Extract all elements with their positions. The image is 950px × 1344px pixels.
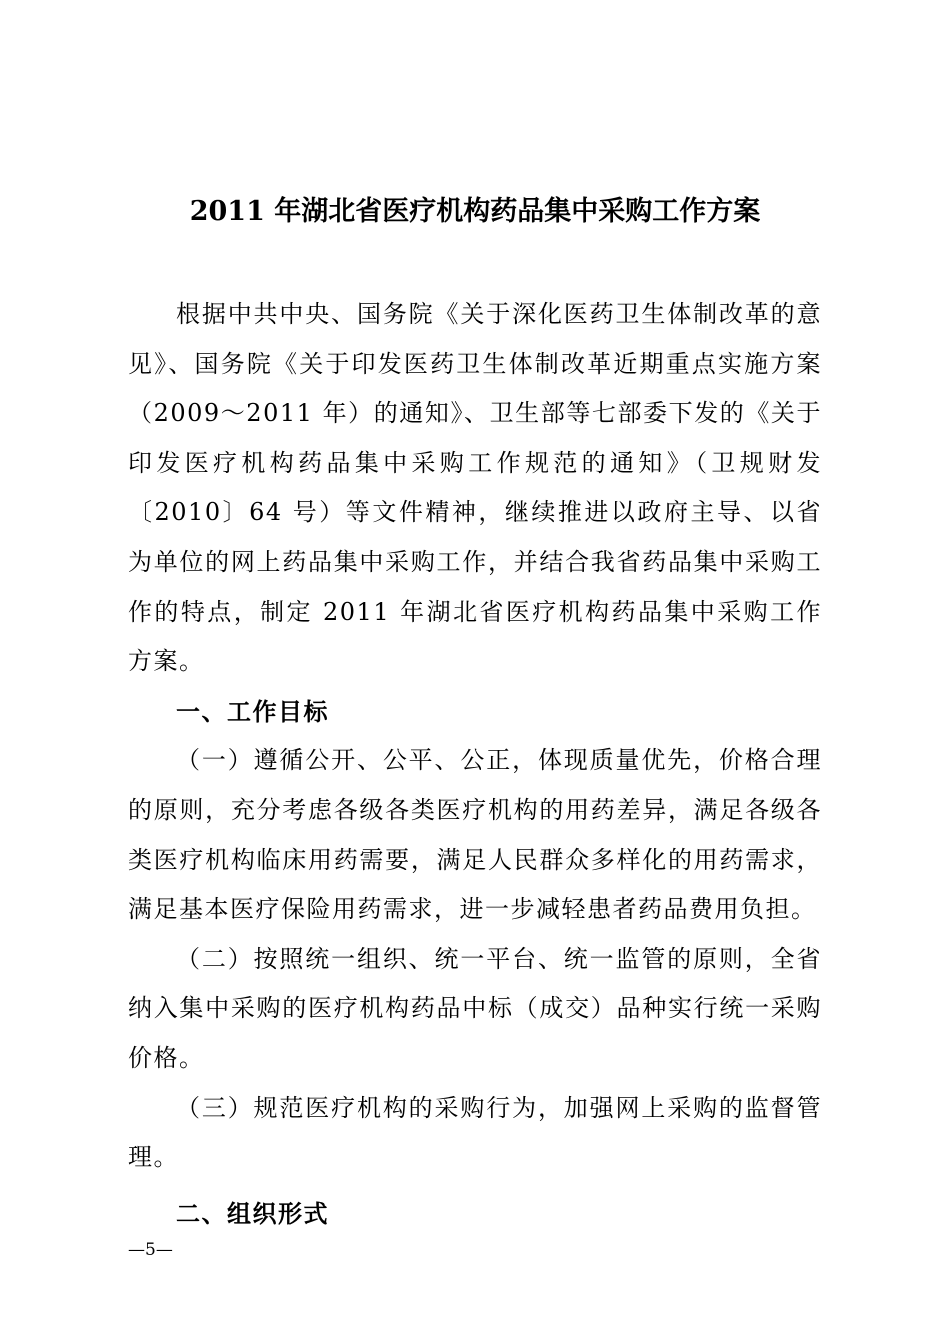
- section-heading-work-goals: 一、工作目标: [176, 696, 329, 726]
- section-heading-organization: 二、组织形式: [176, 1198, 329, 1228]
- document-body: [128, 290, 822, 1238]
- goal-paragraph-2: （二）按照统一组织、统一平台、统一监管的原则，全省纳入集中采购的医疗机构药品中标（成交）品种实行统一采购价格。: [128, 944, 822, 1072]
- goal-paragraph-1: （一）遵循公开、公平、公正，体现质量优先，价格合理的原则，充分考虑各级各类医疗机构的用药差异，满足各级各类医疗机构临床用药需要，满足人民群众多样化的用药需求，满足基本医疗保险用药需求，进一步减轻患者药品费用负担。: [128, 746, 822, 924]
- page-number: —5—: [128, 1240, 173, 1260]
- intro-paragraph: 根据中共中央、国务院《关于深化医药卫生体制改革的意见》、国务院《关于印发医药卫生体制改革近期重点实施方案（2009～2011 年）的通知》、卫生部等七部委下发的《关于印发医疗机构药品集中采购工作规范的通知》（卫规财发〔2010〕64 号）等文件精神，继续推进以政府主导、以省为单位的网上药品集中采购工作，并结合我省药品集中采购工作的特点，制定 2011 年湖北省医疗机构药品集中采购工作方案。: [128, 300, 822, 676]
- goal-paragraph-3: （三）规范医疗机构的采购行为，加强网上采购的监督管理。: [128, 1093, 822, 1172]
- document-title: 2011 年湖北省医疗机构药品集中采购工作方案: [189, 196, 761, 227]
